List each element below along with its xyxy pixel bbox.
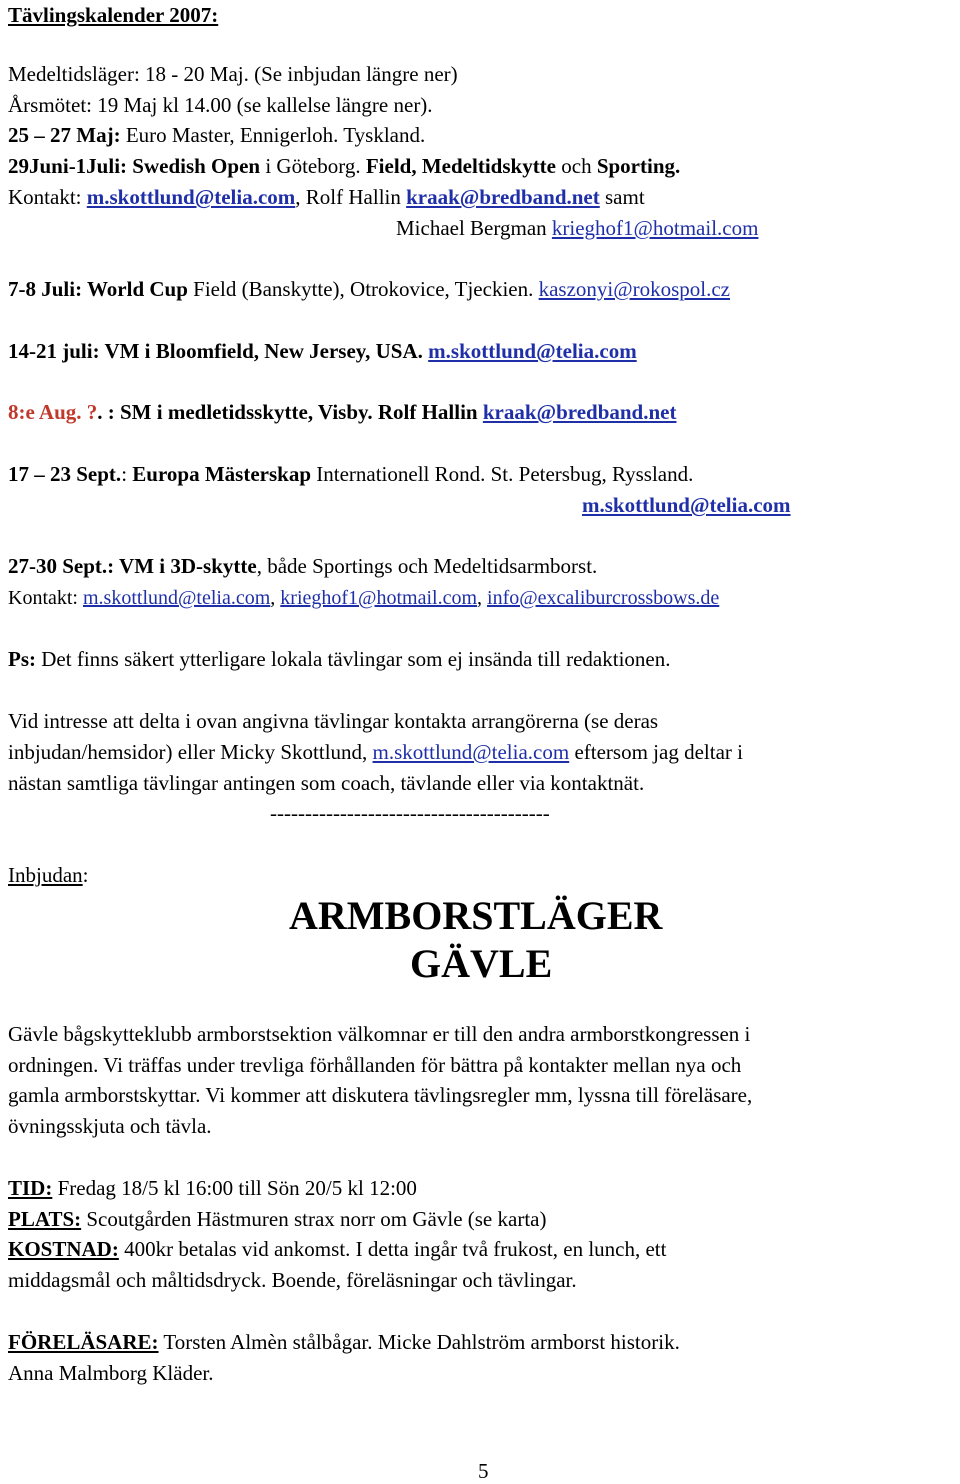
email-link[interactable]: m.skottlund@telia.com xyxy=(372,740,570,764)
calendar-line-vm-bloomfield xyxy=(8,338,637,364)
invitation-paragraph-line: ordningen. Vi träffas under trevliga förhållanden för bättra på kontakter mellan nya och xyxy=(8,1053,742,1077)
email-link[interactable]: m.skottlund@telia.com xyxy=(83,587,271,609)
email-link[interactable]: m.skottlund@telia.com xyxy=(582,493,791,517)
cost-row-continued: middagsmål och måltidsdryck. Boende, föreläsningar och tävlingar. xyxy=(8,1268,577,1292)
contact-label: Kontakt: xyxy=(8,587,83,609)
contact-name: Michael Bergman xyxy=(396,216,552,240)
invitation-subtitle: GÄVLE xyxy=(410,941,553,986)
email-link[interactable]: kaszonyi@rokospol.cz xyxy=(538,277,730,301)
email-link[interactable]: kraak@bredband.net xyxy=(406,185,600,209)
lecturers-label: FÖRELÄSARE: xyxy=(8,1330,159,1354)
paragraph-text: inbjudan/hemsidor) eller Micky Skottlund, xyxy=(8,740,373,764)
calendar-heading: Tävlingskalender 2007: xyxy=(8,3,219,27)
ps-text: Det finns säkert ytterligare lokala tävlingar som ej insända till redaktionen. xyxy=(36,647,671,671)
ps-note xyxy=(8,646,670,672)
paragraph-text: eftersom jag deltar i xyxy=(569,740,743,764)
contact-text: samt xyxy=(599,185,645,209)
invitation-label-colon: : xyxy=(82,863,89,887)
event-date: 8:e Aug. xyxy=(8,400,87,424)
section-separator: ---------------------------------------- xyxy=(270,801,550,825)
event-text: Euro Master, Ennigerloh. Tyskland. xyxy=(120,123,426,147)
email-link[interactable]: m.skottlund@telia.com xyxy=(86,185,296,209)
page-number: 5 xyxy=(478,1459,489,1483)
email-link[interactable]: krieghof1@hotmail.com xyxy=(280,587,478,609)
event-title: : VM i 3D-skytte xyxy=(107,554,257,578)
contact-text: , Rolf Hallin xyxy=(295,185,407,209)
place-label: PLATS: xyxy=(8,1207,82,1231)
calendar-line-contact-bergman xyxy=(396,215,758,241)
calendar-line-euro-master xyxy=(8,122,425,148)
lecturers-value: Torsten Almèn stålbågar. Micke Dahlström armborst historik. xyxy=(158,1330,680,1354)
calendar-line-contacts xyxy=(8,184,645,210)
event-date: 17 – 23 Sept. xyxy=(8,462,122,486)
contact-separator: , xyxy=(270,587,281,609)
event-disciplines: Field, Medeltidskytte xyxy=(365,154,556,178)
calendar-line-world-cup xyxy=(8,276,730,302)
email-link[interactable]: info@excaliburcrossbows.de xyxy=(487,587,720,609)
contact-separator: , xyxy=(477,587,488,609)
place-row xyxy=(8,1206,546,1232)
calendar-line-arsmotet: Årsmötet: 19 Maj kl 14.00 (se kallelse längre ner). xyxy=(8,93,433,117)
invitation-paragraph-line: övningsskjuta och tävla. xyxy=(8,1114,212,1138)
event-title: 14-21 juli: VM i Bloomfield, New Jersey, USA. xyxy=(8,339,429,363)
paragraph-line: Vid intresse att delta i ovan angivna tävlingar kontakta arrangörerna (se deras xyxy=(8,709,659,733)
event-date: 27-30 Sept. xyxy=(8,554,108,578)
event-text: Field (Banskytte), Otrokovice, Tjeckien. xyxy=(187,277,539,301)
place-value: Scoutgården Hästmuren strax norr om Gävle (se karta) xyxy=(81,1207,547,1231)
lecturers-row-continued: Anna Malmborg Kläder. xyxy=(8,1361,214,1385)
event-text: och xyxy=(556,154,597,178)
time-value: Fredag 18/5 kl 16:00 till Sön 20/5 kl 12:00 xyxy=(52,1176,417,1200)
calendar-line-europa-masterskap xyxy=(8,461,693,487)
event-title: Europa Mästerskap xyxy=(132,462,311,486)
event-title: 7-8 Juli: World Cup xyxy=(8,277,188,301)
time-row xyxy=(8,1175,417,1201)
time-label: TID: xyxy=(8,1176,53,1200)
email-link[interactable]: krieghof1@hotmail.com xyxy=(551,216,759,240)
email-link[interactable]: m.skottlund@telia.com xyxy=(428,339,637,363)
calendar-line-sm-visby xyxy=(8,399,676,425)
invitation-label xyxy=(8,862,89,888)
event-discipline-sporting: Sporting. xyxy=(596,154,681,178)
contact-label: Kontakt: xyxy=(8,185,87,209)
paragraph-line: nästan samtliga tävlingar antingen som coach, tävlande eller via kontaktnät. xyxy=(8,771,645,795)
calendar-line-medeltidslager: Medeltidsläger: 18 - 20 Maj. (Se inbjudan längre ner) xyxy=(8,62,458,86)
email-link[interactable]: kraak@bredband.net xyxy=(482,400,677,424)
event-text: : xyxy=(121,462,133,486)
event-date-unknown: ? xyxy=(86,400,98,424)
ps-label: Ps: xyxy=(8,647,36,671)
invitation-paragraph-line: gamla armborstskyttar. Vi kommer att diskutera tävlingsregler mm, lyssna till föreläsare, xyxy=(8,1083,753,1107)
cost-label: KOSTNAD: xyxy=(8,1237,119,1261)
calendar-line-swedish-open xyxy=(8,153,680,179)
event-text: , både Sportings och Medeltidsarmborst. xyxy=(256,554,598,578)
event-date: 25 – 27 Maj: xyxy=(8,123,121,147)
lecturers-row xyxy=(8,1329,680,1355)
cost-value: 400kr betalas vid ankomst. I detta ingår två frukost, en lunch, ett xyxy=(118,1237,667,1261)
event-text: i Göteborg. xyxy=(260,154,366,178)
calendar-line-europa-contact xyxy=(582,492,791,518)
calendar-line-vm-3d xyxy=(8,553,597,579)
invitation-label-text: Inbjudan xyxy=(8,863,83,887)
event-text: Internationell Rond. St. Petersbug, Ryssland. xyxy=(311,462,694,486)
event-title: . : SM i medletidsskytte, Visby. Rolf Hallin xyxy=(97,400,483,424)
cost-row xyxy=(8,1236,666,1262)
invitation-title: ARMBORSTLÄGER xyxy=(289,893,663,938)
event-title: 29Juni-1Juli: Swedish Open xyxy=(8,154,261,178)
paragraph-line xyxy=(8,739,743,765)
calendar-line-vm-3d-contacts xyxy=(8,585,719,611)
invitation-paragraph-line: Gävle bågskytteklubb armborstsektion välkomnar er till den andra armborstkongressen i xyxy=(8,1022,751,1046)
